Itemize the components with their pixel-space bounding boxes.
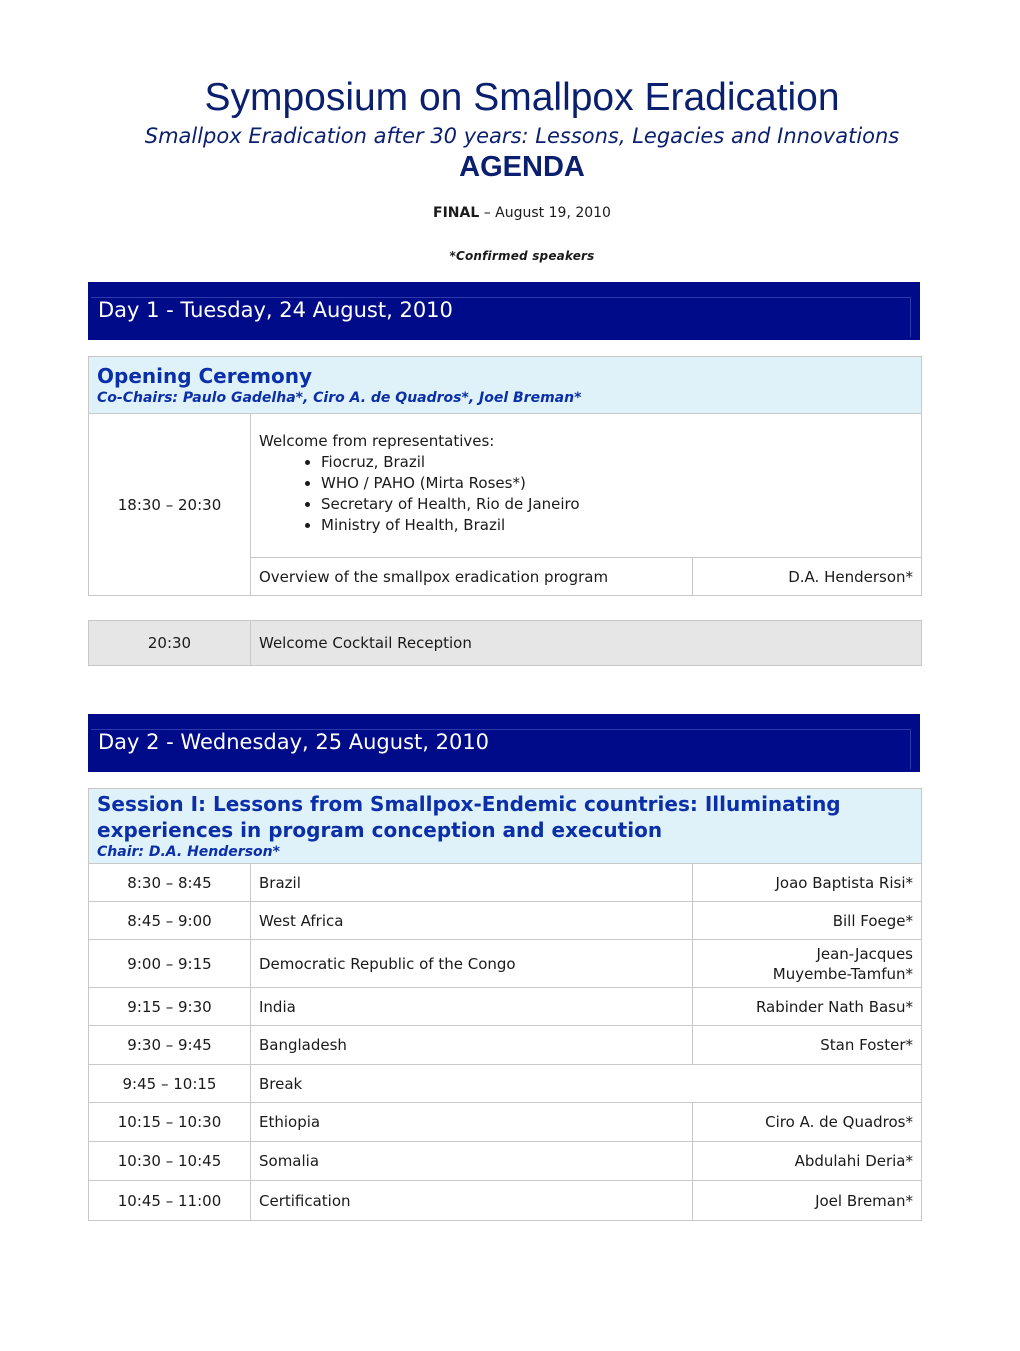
session-header: [89, 789, 922, 864]
session-title: Session I: Lessons from Smallpox-Endemic countries: Illuminating experiences in program conception and execution: [97, 792, 841, 842]
day-2-banner: [88, 714, 920, 772]
table-row: [89, 621, 922, 666]
agenda-heading: AGENDA: [459, 151, 585, 183]
topic-cell: Welcome Cocktail Reception: [251, 621, 922, 666]
speaker-cell: Stan Foster*: [693, 1026, 922, 1065]
topic-cell: Break: [251, 1065, 922, 1103]
time-cell: 10:15 – 10:30: [89, 1103, 251, 1142]
day-1-label: Day 1 - Tuesday, 24 August, 2010: [98, 298, 453, 322]
topic-cell: Bangladesh: [251, 1026, 693, 1065]
topic-cell: Ethiopia: [251, 1103, 693, 1142]
welcome-intro: Welcome from representatives:: [259, 432, 495, 450]
speaker-cell: Abdulahi Deria*: [693, 1142, 922, 1181]
speaker-cell: Rabinder Nath Basu*: [693, 988, 922, 1026]
speaker-cell: Bill Foege*: [693, 902, 922, 940]
table-row: [89, 1065, 922, 1103]
welcome-cell: [251, 414, 922, 558]
table-row: [89, 902, 922, 940]
session-chairs: Co-Chairs: Paulo Gadelha*, Ciro A. de Quadros*, Joel Breman*: [97, 390, 582, 406]
table-row: [89, 1181, 922, 1221]
page-subtitle: Smallpox Eradication after 30 years: Lessons, Legacies and Innovations: [144, 124, 900, 148]
table-row: [89, 414, 922, 558]
time-cell: 20:30: [89, 621, 251, 666]
topic-cell: Somalia: [251, 1142, 693, 1181]
session-header: [89, 357, 922, 414]
list-item: • Ministry of Health, Brazil: [321, 515, 913, 536]
time-cell: 8:45 – 9:00: [89, 902, 251, 940]
table-row: [89, 1142, 922, 1181]
time-cell: 10:45 – 11:00: [89, 1181, 251, 1221]
speaker-cell: Joel Breman*: [693, 1181, 922, 1221]
session-header-cell: [89, 357, 922, 414]
speaker-cell: Jean-Jacques Muyembe-Tamfun*: [693, 940, 922, 988]
table-row: [89, 864, 922, 902]
time-cell: 10:30 – 10:45: [89, 1142, 251, 1181]
table-row: [89, 1103, 922, 1142]
topic-cell: West Africa: [251, 902, 693, 940]
topic-cell: Democratic Republic of the Congo: [251, 940, 693, 988]
speaker-cell: D.A. Henderson*: [693, 558, 922, 596]
time-cell: 8:30 – 8:45: [89, 864, 251, 902]
time-cell: 18:30 – 20:30: [89, 414, 251, 596]
page-title: Symposium on Smallpox Eradication: [204, 76, 840, 119]
day-1-banner: [88, 282, 920, 340]
topic-cell: Brazil: [251, 864, 693, 902]
speaker-cell: Ciro A. de Quadros*: [693, 1103, 922, 1142]
session-header-cell: [89, 789, 922, 864]
table-row: [89, 988, 922, 1026]
table-row: [89, 940, 922, 988]
time-cell: 9:45 – 10:15: [89, 1065, 251, 1103]
reception-table: [88, 620, 922, 666]
session-1-table: [88, 788, 922, 1221]
day-2-label: Day 2 - Wednesday, 25 August, 2010: [98, 730, 490, 754]
session-chairs: Chair: D.A. Henderson*: [97, 844, 280, 860]
opening-ceremony-table: [88, 356, 922, 596]
list-item: • Fiocruz, Brazil: [321, 452, 913, 473]
final-date: – August 19, 2010: [479, 205, 611, 221]
topic-cell: Certification: [251, 1181, 693, 1221]
welcome-list: [259, 452, 913, 536]
final-label: FINAL: [433, 205, 480, 221]
list-item: • Secretary of Health, Rio de Janeiro: [321, 494, 913, 515]
topic-cell: Overview of the smallpox eradication program: [251, 558, 693, 596]
time-cell: 9:15 – 9:30: [89, 988, 251, 1026]
table-row: [89, 1026, 922, 1065]
final-version-line: [0, 205, 1020, 221]
confirmed-speakers-note: *Confirmed speakers: [449, 249, 595, 263]
topic-cell: India: [251, 988, 693, 1026]
list-item: • WHO / PAHO (Mirta Roses*): [321, 473, 913, 494]
time-cell: 9:30 – 9:45: [89, 1026, 251, 1065]
speaker-cell: Joao Baptista Risi*: [693, 864, 922, 902]
time-cell: 9:00 – 9:15: [89, 940, 251, 988]
document-header: [0, 74, 1020, 185]
session-title: Opening Ceremony: [97, 364, 313, 388]
